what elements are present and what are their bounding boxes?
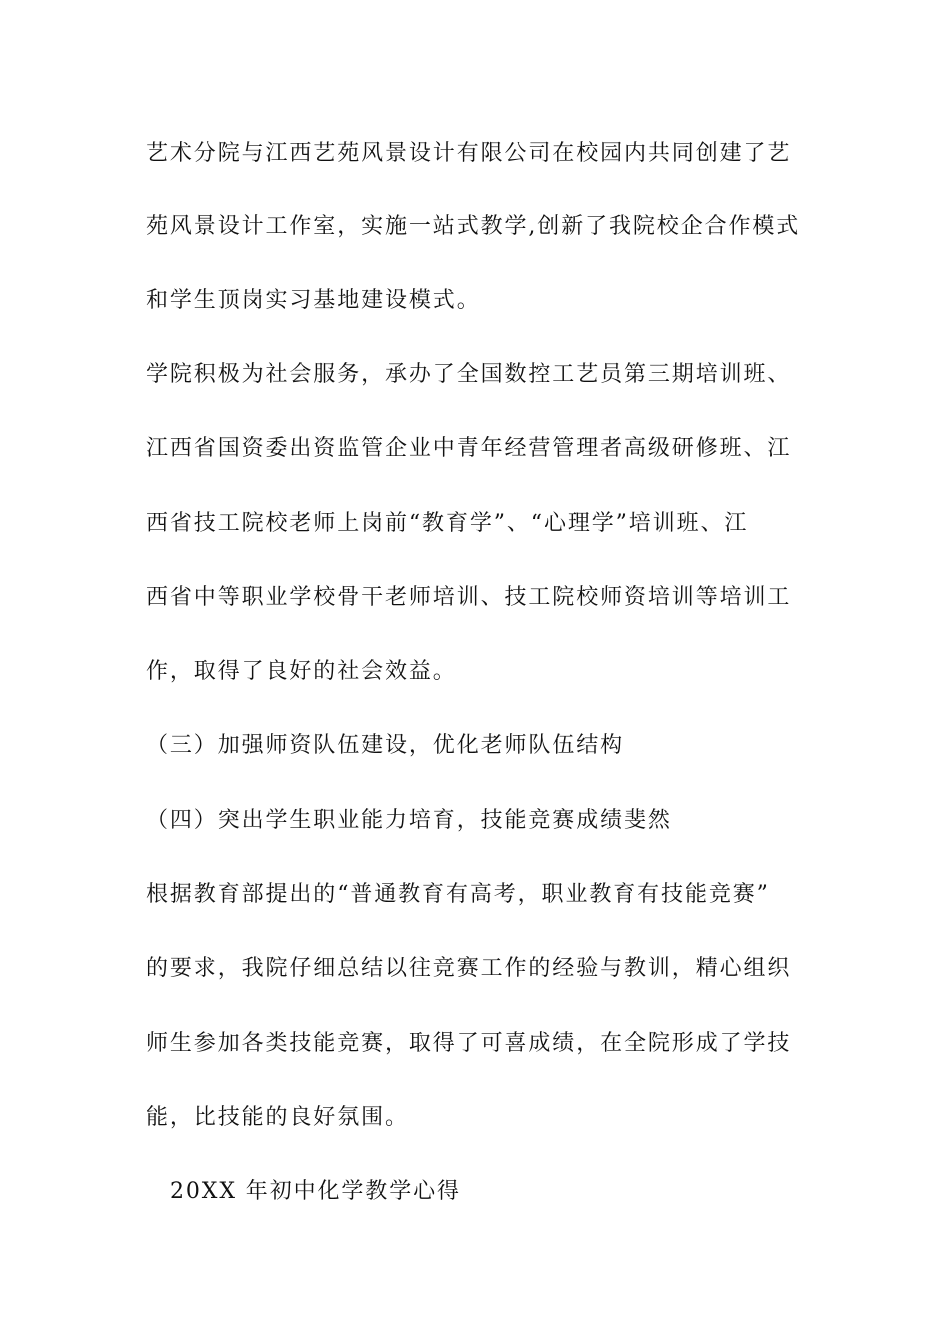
text-line: 西省技工院校老师上岗前“教育学”、“心理学”培训班、江 xyxy=(146,511,749,536)
text-line: 能，比技能的良好氛围。 xyxy=(146,1105,409,1130)
text-line: 学院积极为社会服务，承办了全国数控工艺员第三期培训班、 xyxy=(146,362,792,387)
document-title: 20XX 年初中化学教学心得 xyxy=(170,1179,461,1204)
text-line: 的要求，我院仔细总结以往竞赛工作的经验与教训，精心组织 xyxy=(146,956,792,981)
text-line: 根据教育部提出的“普通教育有高考，职业教育有技能竞赛” xyxy=(146,882,770,907)
text-line: 作，取得了良好的社会效益。 xyxy=(146,659,457,684)
text-line: 西省中等职业学校骨干老师培训、技工院校师资培训等培训工 xyxy=(146,585,792,610)
text-line: 艺术分院与江西艺苑风景设计有限公司在校园内共同创建了艺 xyxy=(146,141,792,166)
text-line: 苑风景设计工作室，实施一站式教学,创新了我院校企合作模式 xyxy=(146,214,801,239)
section-heading: （四）突出学生职业能力培育，技能竞赛成绩斐然 xyxy=(146,808,672,833)
text-line: 师生参加各类技能竞赛，取得了可喜成绩，在全院形成了学技 xyxy=(146,1031,792,1056)
text-line: 江西省国资委出资监管企业中青年经营管理者高级研修班、江 xyxy=(146,436,792,461)
text-line: 和学生顶岗实习基地建设模式。 xyxy=(146,288,481,313)
section-heading: （三）加强师资队伍建设，优化老师队伍结构 xyxy=(146,733,625,758)
